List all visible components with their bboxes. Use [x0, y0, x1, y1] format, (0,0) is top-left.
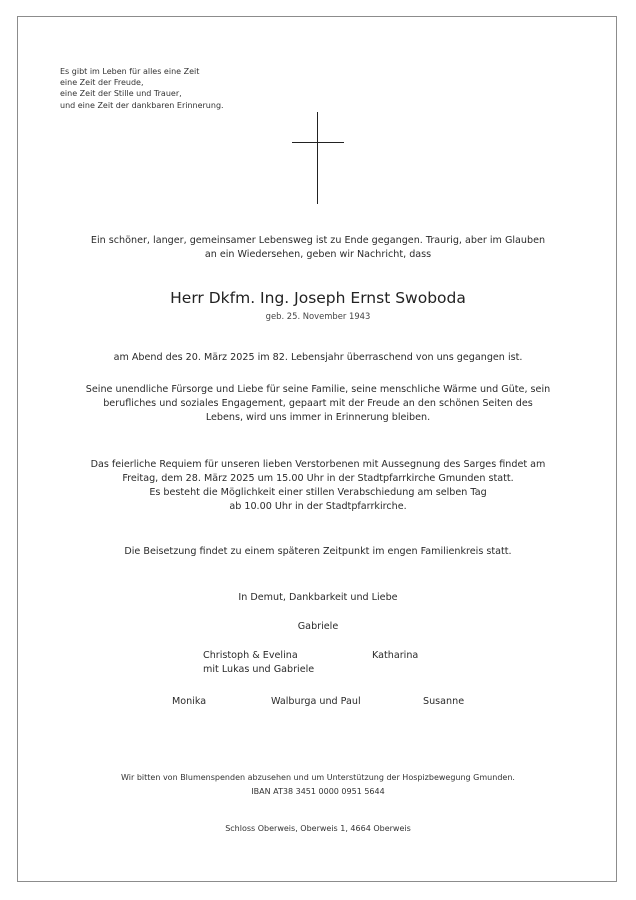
donation-line: Wir bitten von Blumenspenden abzusehen und um Unterstützung der Hospizbewegung Gmunden.	[121, 773, 515, 782]
requiem-line: Das feierliche Requiem für unseren lieben Verstorbenen mit Aussegnung des Sarges findet am	[90, 459, 546, 470]
requiem-text	[40, 458, 596, 514]
motto-line: eine Zeit der Stille und Trauer,	[60, 89, 182, 99]
burial-text: Die Beisetzung findet zu einem späteren Zeitpunkt im engen Familienkreis statt.	[124, 546, 512, 557]
requiem-line: Es besteht die Möglichkeit einer stillen Verabschiedung am selben Tag	[149, 487, 487, 498]
mourner-christoph-family	[203, 649, 314, 677]
mourner-walburga-paul: Walburga und Paul	[271, 696, 361, 707]
mourner-gabriele: Gabriele	[297, 621, 339, 632]
intro-line: an ein Wiedersehen, geben wir Nachricht, dass	[204, 249, 432, 260]
address-line: Schloss Oberweis, Oberweis 1, 4664 Oberweis	[225, 824, 411, 833]
motto-line: eine Zeit der Freude,	[60, 78, 144, 88]
motto-verse	[60, 66, 224, 111]
motto-line: Es gibt im Leben für alles eine Zeit	[60, 67, 200, 76]
intro-line: Ein schöner, langer, gemeinsamer Lebensweg ist zu Ende gegangen. Traurig, aber im Glauben	[90, 235, 546, 246]
passing-text: am Abend des 20. März 2025 im 82. Lebensjahr überraschend von uns gegangen ist.	[113, 352, 523, 363]
birth-date: geb. 25. November 1943	[265, 311, 371, 321]
tribute-line: Lebens, wird uns immer in Erinnerung bleiben.	[205, 412, 431, 423]
mourner-monika: Monika	[172, 696, 207, 707]
requiem-line: Freitag, dem 28. März 2025 um 15.00 Uhr in der Stadtpfarrkirche Gmunden statt.	[122, 473, 514, 484]
intro-text	[40, 234, 596, 262]
donation-note	[40, 771, 596, 799]
tribute-line: Seine unendliche Fürsorge und Liebe für seine Familie, seine menschliche Wärme und Güte, sein	[85, 384, 551, 395]
cross-horizontal-bar	[292, 142, 344, 143]
iban-line: IBAN AT38 3451 0000 0951 5644	[251, 787, 385, 796]
tribute-line: berufliches und soziales Engagement, gepaart mit der Freude an den schönen Seiten des	[103, 398, 533, 409]
requiem-line: ab 10.00 Uhr in der Stadtpfarrkirche.	[229, 501, 407, 512]
motto-line: und eine Zeit der dankbaren Erinnerung.	[60, 100, 224, 110]
mourner-line: Christoph & Evelina	[203, 650, 298, 661]
mourner-susanne: Susanne	[423, 696, 465, 707]
mourner-katharina: Katharina	[372, 650, 419, 661]
mourner-line: mit Lukas und Gabriele	[203, 664, 315, 675]
deceased-name: Herr Dkfm. Ing. Joseph Ernst Swoboda	[170, 289, 466, 307]
tribute-text	[40, 383, 596, 425]
cross-vertical-bar	[317, 112, 318, 204]
closing-text: In Demut, Dankbarkeit und Liebe	[238, 592, 398, 603]
